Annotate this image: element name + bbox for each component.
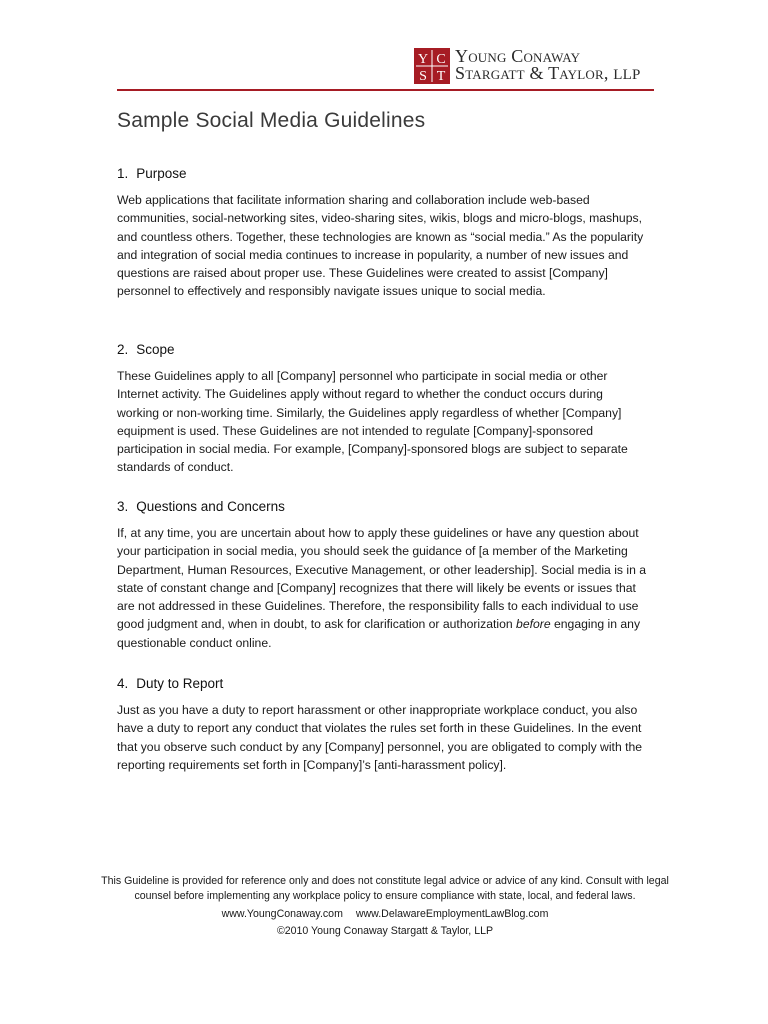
section-body-text-end: engaging in any questionable conduct online.: [117, 617, 641, 650]
section-purpose: [117, 166, 647, 301]
section-scope: [117, 342, 647, 477]
footer-copyright: ©2010 Young Conaway Stargatt & Taylor, LLP: [276, 924, 494, 937]
section-title: Scope: [136, 342, 175, 357]
section-body-text: If, at any time, you are uncertain about how to apply these guidelines or have any question about your participation in social media, you should seek the guidance of [a member of the Marketing Department, Human Resources, Executive Management, or other leadership]. Social media is in a state of constant change and [Company] recognizes that there will likely be events or issues that are not addressed in these Guidelines. Therefore, the responsibility falls to each individual to use good judgment and, when in doubt, to ask for clarification or authorization: [117, 526, 647, 632]
section-title: Duty to Report: [136, 676, 224, 691]
svg-text:Y: Y: [417, 52, 429, 67]
svg-text:C: C: [436, 52, 446, 67]
section-title: Questions and Concerns: [136, 499, 285, 514]
section-body-emphasis: before: [516, 617, 551, 632]
section-heading: [117, 676, 647, 691]
firm-name-line-2-text: Stargatt & Taylor,: [455, 63, 609, 83]
firm-name: [455, 48, 641, 84]
section-body: [117, 524, 647, 652]
footer-link-blog[interactable]: www.DelawareEmploymentLawBlog.com: [355, 908, 549, 920]
svg-text:T: T: [436, 69, 446, 84]
section-title: Purpose: [136, 166, 187, 181]
header-rule: [117, 89, 654, 91]
firm-name-line-1: Young Conaway: [455, 46, 581, 66]
section-body: These Guidelines apply to all [Company] personnel who participate in social media or other Internet activity. The Guidelines apply without regard to whether the conduct occurs during working or non-working time. Similarly, the Guidelines apply regardless of whether [Company] equipment is used. These Guidelines are not intended to regulate [Company]-sponsored participation in social media. For example, [Company]-sponsored blogs are subject to separate standards of conduct.: [117, 369, 628, 475]
svg-text:S: S: [419, 69, 427, 84]
section-heading: [117, 166, 647, 181]
page-title: Sample Social Media Guidelines: [117, 109, 426, 132]
footer: [90, 874, 680, 938]
section-questions-and-concerns: [117, 499, 647, 652]
section-heading: [117, 342, 647, 357]
footer-disclaimer: This Guideline is provided for reference only and does not constitute legal advice or advice of any kind. Consult with legal counsel before implementing any workplace policy to ensure compliance with state, local, and federal laws.: [101, 875, 669, 902]
ycst-monogram-icon: [414, 48, 450, 84]
section-duty-to-report: [117, 676, 647, 774]
section-number: 2.: [117, 342, 129, 357]
section-number: 4.: [117, 676, 129, 691]
section-heading: [117, 499, 647, 514]
footer-link-youngconaway[interactable]: www.YoungConaway.com: [221, 908, 343, 920]
firm-logo-mark: [414, 48, 450, 84]
firm-name-line-2: [455, 65, 641, 84]
footer-links: [90, 907, 680, 922]
section-number: 3.: [117, 499, 129, 514]
section-body: Web applications that facilitate information sharing and collaboration include web-based communities, social-networking sites, video-sharing sites, wikis, blogs and micro-blogs, mashups, and countless others. Together, these technologies are known as “social media.” As the popularity and integration of social media continues to increase in popularity, a number of new issues and questions are raised about proper use. These Guidelines were created to assist [Company] personnel to effectively and responsibly navigate issues unique to social media.: [117, 193, 644, 299]
firm-suffix: LLP: [613, 67, 641, 83]
section-body: Just as you have a duty to report harassment or other inappropriate workplace conduct, you also have a duty to report any conduct that violates the rules set forth in these Guidelines. In the event that you observe such conduct by any [Company] personnel, you are obligated to comply with the reporting requirements set forth in [Company]’s [anti-harassment policy].: [117, 703, 643, 772]
section-number: 1.: [117, 166, 129, 181]
